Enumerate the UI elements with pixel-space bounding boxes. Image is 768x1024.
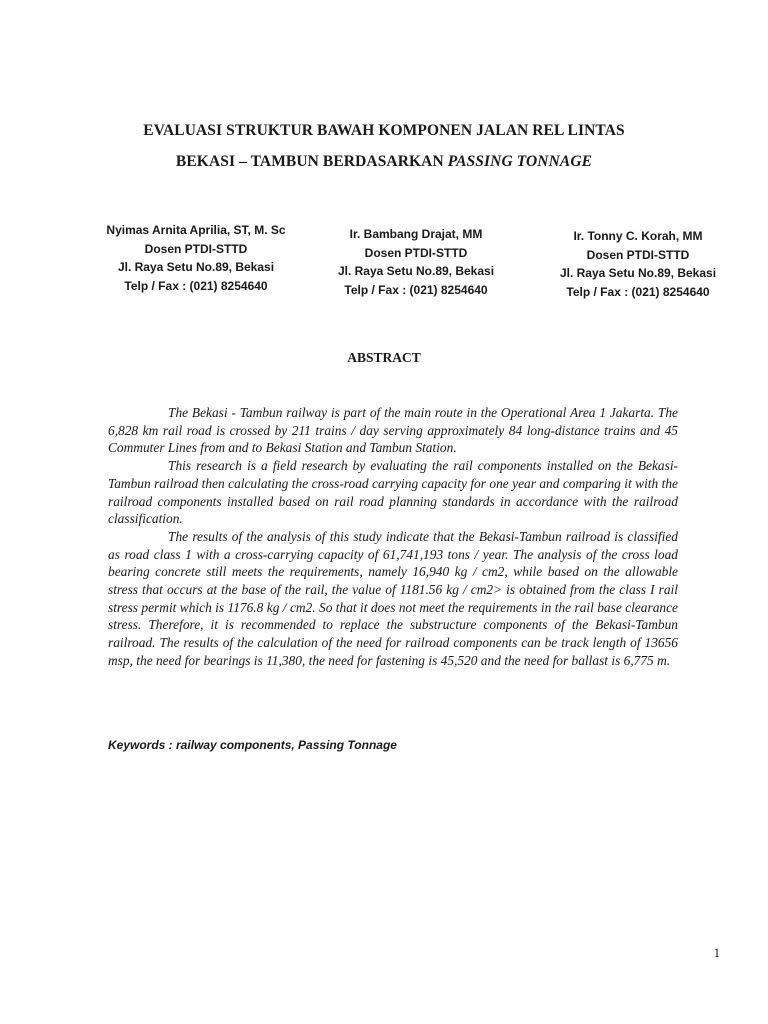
author-phone: Telp / Fax : (021) 8254640: [344, 282, 488, 297]
abstract-body: [108, 404, 678, 670]
author-block-3: [533, 227, 743, 301]
author-block-1: [91, 221, 301, 295]
keywords: Keywords : railway components, Passing Tonnage: [108, 738, 397, 752]
title-line-2-prefix: BEKASI – TAMBUN BERDASARKAN: [175, 153, 448, 170]
author-address: Jl. Raya Setu No.89, Bekasi: [337, 264, 495, 278]
author-block-2: [311, 225, 521, 299]
author-position: Dosen PTDI-STTD: [586, 247, 690, 262]
author-position: Dosen PTDI-STTD: [144, 241, 248, 256]
page-number: 1: [713, 946, 720, 960]
abstract-paragraph: The results of the analysis of this study indicate that the Bekasi-Tambun railroad is classified as road class 1 with a cross-carrying capacity of 61,741,193 tons / year. The analysis of the cross load bearing concrete still meets the requirements, namely 16,940 kg / cm2, while based on the allowable stress that occurs at the base of the rail, the value of 1181.56 kg / cm2> is obtained from the class I rail stress permit which is 1176.8 kg / cm2. So that it does not meet the requirements in the rail base clearance stress. Therefore, it is recommended to replace the substructure components of the Bekasi-Tambun railroad. The results of the calculation of the need for railroad components can be track length of 13656 msp, the need for bearings is 11,380, the need for fastening is 45,520 and the need for ballast is 6,775 m.: [108, 528, 678, 668]
paper-title-line-2: [60, 153, 708, 171]
author-name: Ir. Bambang Drajat, MM: [349, 227, 483, 241]
abstract-heading: ABSTRACT: [347, 350, 421, 365]
author-phone: Telp / Fax : (021) 8254640: [566, 284, 710, 299]
author-name: Nyimas Arnita Aprilia, ST, M. Sc: [106, 223, 286, 237]
title-line-2-italic: PASSING TONNAGE: [447, 153, 593, 170]
author-phone: Telp / Fax : (021) 8254640: [124, 278, 268, 293]
paper-title-line-1: EVALUASI STRUKTUR BAWAH KOMPONEN JALAN REL LINTAS: [143, 122, 625, 139]
abstract-paragraph: This research is a field research by evaluating the rail components installed on the Bekasi-Tambun railroad then calculating the cross-road carrying capacity for one year and comparing it with the railroad components installed based on rail road planning standards in accordance with the railroad classification.: [108, 458, 678, 527]
abstract-paragraph: The Bekasi - Tambun railway is part of the main route in the Operational Area 1 Jakarta. The 6,828 km rail road is crossed by 211 trains / day serving approximately 84 long-distance trains and 45 Commuter Lines from and to Bekasi Station and Tambun Station.: [108, 405, 678, 456]
author-name: Ir. Tonny C. Korah, MM: [573, 229, 703, 243]
author-position: Dosen PTDI-STTD: [364, 245, 468, 260]
author-address: Jl. Raya Setu No.89, Bekasi: [559, 266, 717, 280]
author-address: Jl. Raya Setu No.89, Bekasi: [117, 260, 275, 274]
